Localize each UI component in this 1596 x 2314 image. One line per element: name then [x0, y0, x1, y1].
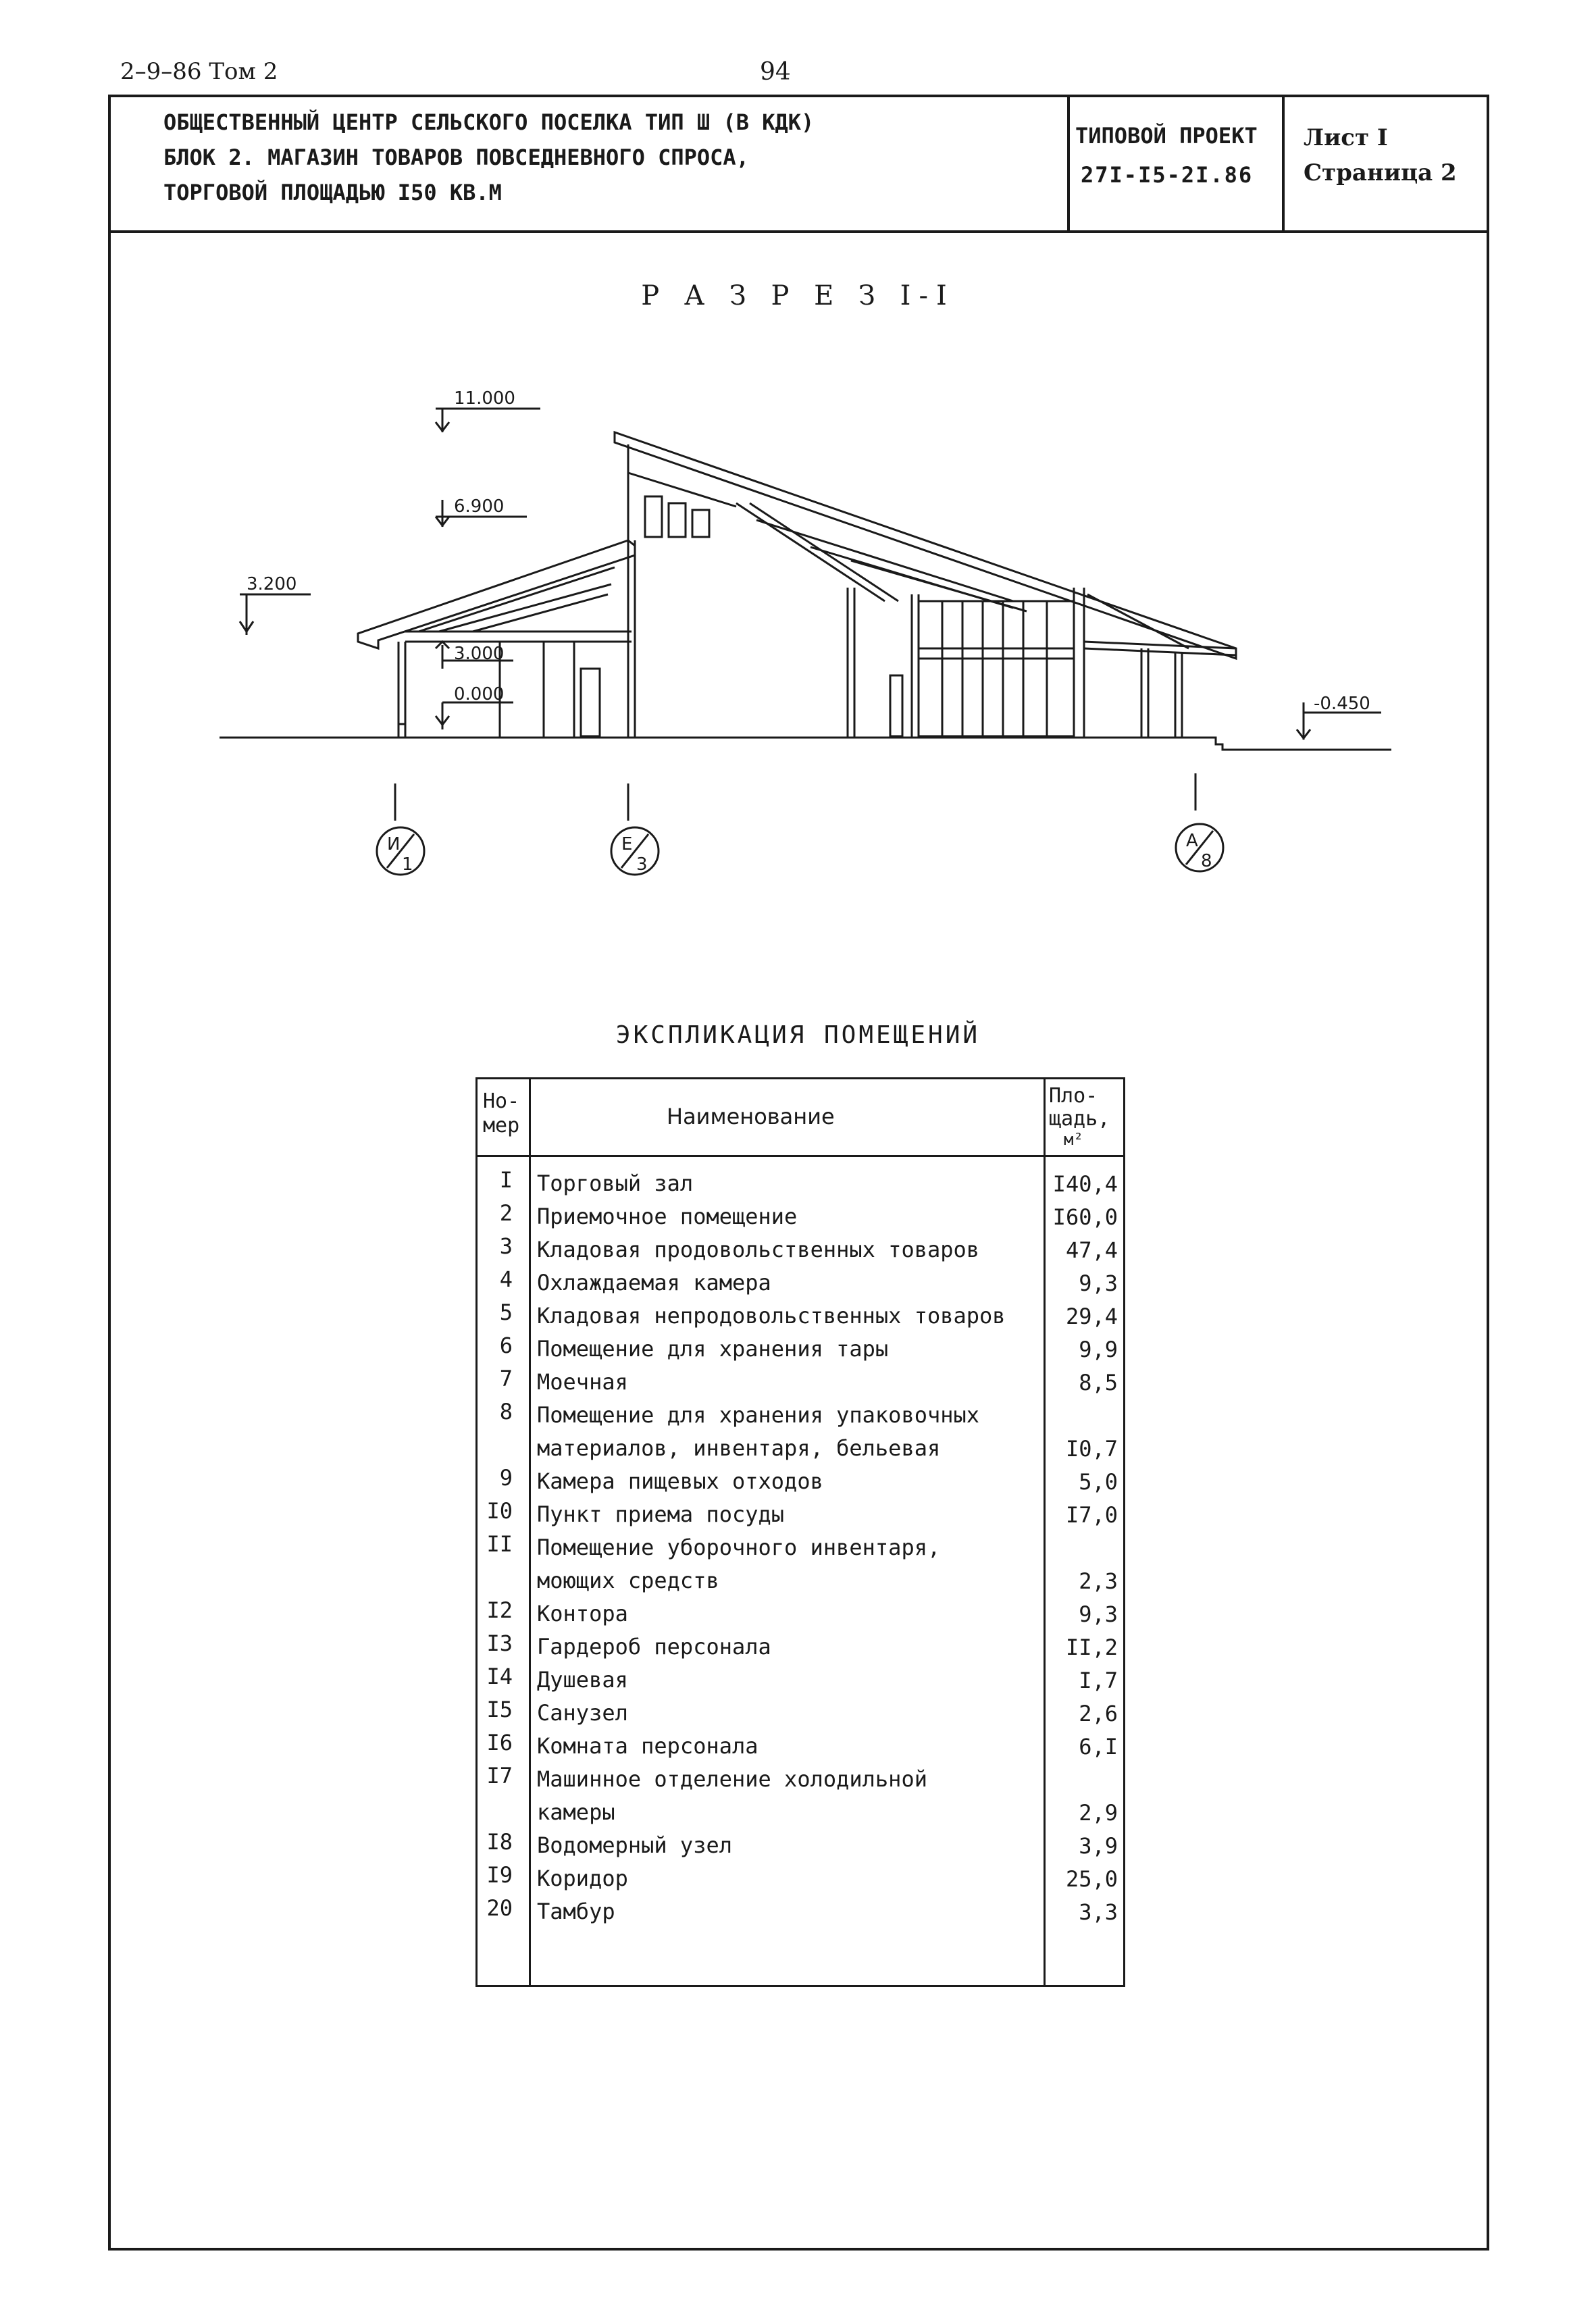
elevation-mark-3000: 3.000 [454, 644, 505, 664]
header-area-3: м² [1064, 1130, 1083, 1149]
room-area: 9,9 [1079, 1337, 1118, 1362]
title-block-divider [1067, 95, 1070, 230]
room-area: 6,I [1079, 1734, 1118, 1759]
room-area: I40,4 [1052, 1171, 1118, 1197]
room-name-line: Кладовая непродовольственных товаров [537, 1303, 1006, 1329]
room-name [537, 1829, 1050, 1862]
room-name-line: Помещение для хранения упаковочных [537, 1402, 980, 1428]
room-number: I5 [486, 1697, 513, 1722]
room-area: I7,0 [1065, 1502, 1118, 1528]
title-line-1: ОБЩЕСТВЕННЫЙ ЦЕНТР СЕЛЬСКОГО ПОСЕЛКА ТИП Ш (В КДК) [163, 109, 815, 135]
elevation-mark-3200: 3.200 [247, 574, 297, 594]
room-name [537, 1730, 1050, 1763]
room-area: 3,3 [1079, 1899, 1118, 1925]
room-name [537, 1664, 1050, 1697]
room-name [537, 1333, 1050, 1366]
axis-mark-i-bottom: 1 [402, 854, 413, 875]
room-name [537, 1300, 1050, 1333]
title-line-2: БЛОК 2. МАГАЗИН ТОВАРОВ ПОВСЕДНЕВНОГО СПРОСА, [163, 145, 749, 170]
room-name-line: Торговый зал [537, 1171, 694, 1196]
axis-mark-e-bottom: 3 [636, 854, 648, 875]
room-name [537, 1167, 1050, 1200]
room-area: 2,6 [1079, 1701, 1118, 1726]
page-number: 94 [760, 58, 791, 86]
room-number: 8 [499, 1399, 513, 1424]
room-name [537, 1862, 1050, 1895]
room-number: I7 [486, 1763, 513, 1789]
room-name-line: Кладовая продовольственных товаров [537, 1237, 980, 1262]
room-name [537, 1763, 1050, 1829]
room-number: 3 [499, 1233, 513, 1259]
elevation-mark-6900: 6.900 [454, 496, 505, 517]
header-number-2: мер [483, 1114, 520, 1137]
room-area: 2,9 [1079, 1800, 1118, 1826]
axis-mark-a-top: А [1186, 831, 1198, 851]
axis-mark-i-top: И [387, 834, 401, 854]
explication-title: ЭКСПЛИКАЦИЯ ПОМЕЩЕНИЙ [615, 1021, 981, 1049]
room-area: I60,0 [1052, 1204, 1118, 1230]
room-area: 9,3 [1079, 1270, 1118, 1296]
room-name [537, 1531, 1050, 1597]
room-name-line: Санузел [537, 1700, 628, 1726]
project-label: ТИПОВОЙ ПРОЕКТ [1075, 123, 1258, 149]
header-name: Наименование [667, 1104, 835, 1129]
room-area: II,2 [1065, 1635, 1118, 1660]
title-block [108, 95, 1489, 233]
room-name [537, 1465, 1050, 1498]
room-number: I4 [486, 1664, 513, 1689]
project-code: 27I-I5-2I.86 [1081, 162, 1254, 188]
room-name [537, 1200, 1050, 1233]
room-name-line: Моечная [537, 1369, 628, 1395]
room-number: I9 [486, 1862, 513, 1888]
axis-mark-a-bottom: 8 [1201, 851, 1212, 871]
room-area: 47,4 [1065, 1237, 1118, 1263]
room-area: 8,5 [1079, 1370, 1118, 1395]
room-area: 29,4 [1065, 1304, 1118, 1329]
room-name-line: Гардероб персонала [537, 1634, 771, 1660]
elevation-mark-0000: 0.000 [454, 684, 505, 704]
room-number: I3 [486, 1630, 513, 1656]
sheet-number: Лист I [1304, 124, 1388, 151]
header-divider [478, 1155, 1123, 1157]
header-number-1: Но- [483, 1089, 520, 1113]
room-number: I2 [486, 1597, 513, 1623]
section-drawing [203, 365, 1418, 905]
room-name-line: моющих средств [537, 1568, 719, 1593]
room-number: 20 [486, 1895, 513, 1921]
room-number: I0 [486, 1498, 513, 1524]
room-name-line: Пункт приема посуды [537, 1501, 785, 1527]
room-name-line: Помещение для хранения тары [537, 1336, 889, 1362]
room-name-line: Коридор [537, 1866, 628, 1891]
room-name [537, 1895, 1050, 1928]
room-name-line: Машинное отделение холодильной [537, 1766, 927, 1792]
room-area: I0,7 [1065, 1436, 1118, 1462]
room-number: 6 [499, 1333, 513, 1358]
room-name [537, 1266, 1050, 1300]
room-name-line: камеры [537, 1799, 615, 1825]
room-name [537, 1399, 1050, 1465]
room-name-line: Тамбур [537, 1899, 615, 1924]
explication-table [475, 1077, 1125, 1987]
page-header-left: 2–9–86 Том 2 [120, 58, 278, 85]
room-area: 5,0 [1079, 1469, 1118, 1495]
room-number: II [486, 1531, 513, 1557]
elevation-mark-minus-0450: -0.450 [1314, 694, 1370, 714]
elevation-mark-11000: 11.000 [454, 388, 515, 409]
room-name [537, 1630, 1050, 1664]
room-name-line: Комната персонала [537, 1733, 758, 1759]
room-number: I6 [486, 1730, 513, 1755]
page-in-sheet: Страница 2 [1304, 159, 1457, 186]
room-name [537, 1233, 1050, 1266]
room-name-line: Контора [537, 1601, 628, 1626]
room-number: I8 [486, 1829, 513, 1855]
title-line-3: ТОРГОВОЙ ПЛОЩАДЬЮ I50 КВ.М [163, 180, 502, 205]
title-block-divider [1282, 95, 1285, 230]
header-area-1: Пло- [1049, 1084, 1098, 1108]
room-area: 25,0 [1065, 1866, 1118, 1892]
room-number: 7 [499, 1366, 513, 1391]
room-number: I [499, 1167, 513, 1193]
room-name-line: материалов, инвентаря, бельевая [537, 1435, 941, 1461]
room-number: 9 [499, 1465, 513, 1491]
room-name [537, 1366, 1050, 1399]
room-name-line: Водомерный узел [537, 1832, 732, 1858]
column-divider [529, 1079, 531, 1985]
room-name-line: Камера пищевых отходов [537, 1468, 823, 1494]
room-name [537, 1597, 1050, 1630]
section-title: Р А З Р Е З I-I [641, 280, 955, 311]
room-area: I,7 [1079, 1668, 1118, 1693]
room-area: 2,3 [1079, 1568, 1118, 1594]
room-number: 2 [499, 1200, 513, 1226]
room-name [537, 1498, 1050, 1531]
room-area: 3,9 [1079, 1833, 1118, 1859]
room-number: 4 [499, 1266, 513, 1292]
room-name-line: Приемочное помещение [537, 1204, 798, 1229]
room-area: 9,3 [1079, 1601, 1118, 1627]
room-number: 5 [499, 1300, 513, 1325]
header-area-2: щадь, [1049, 1107, 1110, 1131]
room-name-line: Охлаждаемая камера [537, 1270, 771, 1295]
room-name-line: Помещение уборочного инвентаря, [537, 1535, 941, 1560]
room-name-line: Душевая [537, 1667, 628, 1693]
axis-mark-e-top: Е [621, 834, 633, 854]
room-name [537, 1697, 1050, 1730]
